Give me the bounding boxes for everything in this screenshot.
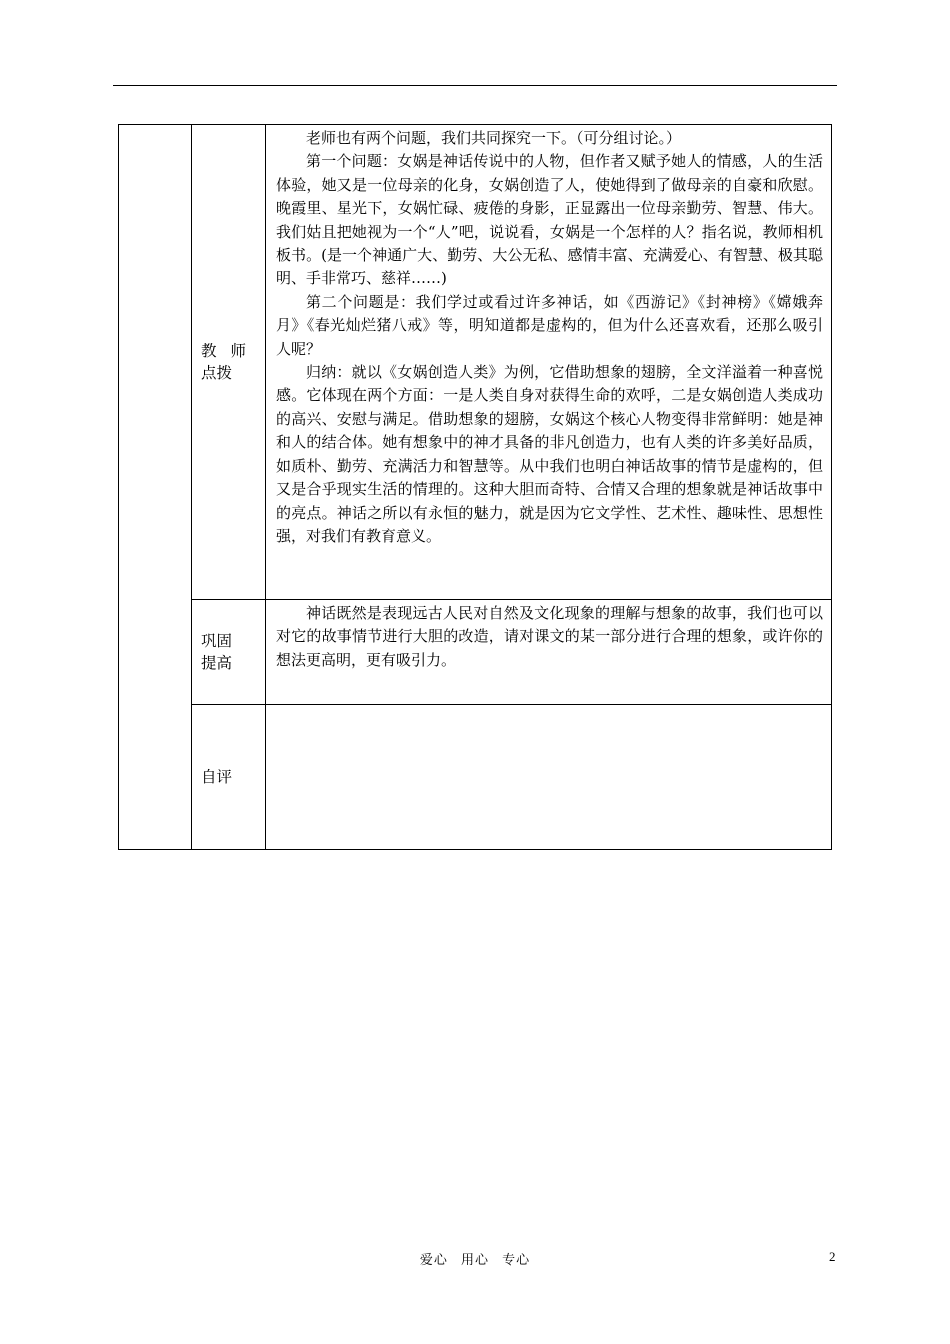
teacher-guidance-label-line1: 教师 bbox=[201, 342, 260, 360]
self-evaluation-content bbox=[266, 705, 832, 850]
self-evaluation-label-text: 自评 bbox=[201, 768, 233, 786]
teacher-guidance-paragraph: 第二个问题是：我们学过或看过许多神话，如《西游记》《封神榜》《嫦娥奔月》《春光灿烂猪八戒》等，明知道都是虚构的，但为什么还喜欢看，还那么吸引人呢？ bbox=[276, 292, 823, 358]
teacher-guidance-label-line2: 点拨 bbox=[201, 364, 233, 382]
teacher-guidance-content bbox=[266, 125, 832, 600]
page-number: 2 bbox=[829, 1249, 836, 1264]
consolidate-row bbox=[119, 600, 832, 705]
lesson-plan-table bbox=[118, 124, 832, 850]
teacher-guidance-row bbox=[119, 125, 832, 600]
consolidate-paragraph: 神话既然是表现远古人民对自然及文化现象的理解与想象的故事，我们也可以对它的故事情节进行大胆的改造，请对课文的某一部分进行合理的想象，或许你的想法更高明，更有吸引力。 bbox=[276, 604, 823, 669]
teacher-guidance-paragraph: 老师也有两个问题，我们共同探究一下。（可分组讨论。） bbox=[306, 129, 682, 147]
consolidate-label-line2: 提高 bbox=[201, 654, 233, 672]
teacher-guidance-paragraph: 归纳：就以《女娲创造人类》为例，它借助想象的翅膀，全文洋溢着一种喜悦感。它体现在两个方面：一是人类自身对获得生命的欢呼，二是女娲创造人类成功的高兴、安慰与满足。借助想象的翅膀，女娲这个核心人物变得非常鲜明：她是神和人的结合体。她有想象中的神才具备的非凡创造力，也有人类的许多美好品质，如质朴、勤劳、充满活力和智慧等。从中我们也明白神话故事的情节是虚构的，但又是合乎现实生活的情理的。这种大胆而奇特、合情又合理的想象就是神话故事中的亮点。神话之所以有永恒的魅力，就是因为它文学性、艺术性、趣味性、思想性强，对我们有教育意义。 bbox=[276, 363, 823, 545]
outer-stage-cell bbox=[119, 125, 192, 850]
teacher-guidance-paragraph: 第一个问题：女娲是神话传说中的人物，但作者又赋予她人的情感，人的生活体验，她又是一位母亲的化身，女娲创造了人，使她得到了做母亲的自豪和欣慰。晚霞里、星光下，女娲忙碌、疲倦的身影，正显露出一位母亲勤劳、智慧、伟大。我们姑且把她视为一个“人”吧，说说看，女娲是一个怎样的人？指名说，教师相机板书。(是一个神通广大、勤劳、大公无私、感情丰富、充满爱心、有智慧、极其聪明、手非常巧、慈祥……) bbox=[276, 152, 823, 288]
consolidate-content bbox=[266, 600, 832, 705]
footer-motto: 爱心 用心 专心 bbox=[419, 1253, 531, 1268]
self-evaluation-label bbox=[192, 705, 266, 850]
header-rule bbox=[113, 85, 837, 86]
consolidate-label bbox=[192, 600, 266, 705]
teacher-guidance-label bbox=[192, 125, 266, 600]
self-evaluation-row bbox=[119, 705, 832, 850]
consolidate-label-line1: 巩固 bbox=[201, 632, 233, 650]
